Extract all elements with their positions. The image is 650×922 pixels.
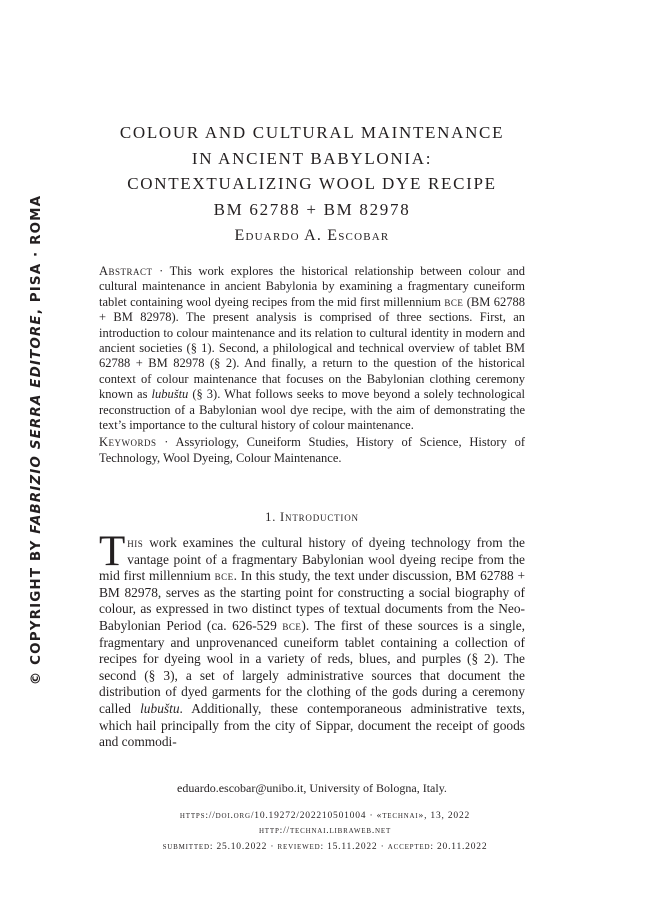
keywords-paragraph (99, 435, 525, 466)
abstract-label: Abstract (99, 264, 153, 278)
publisher-name: FABRIZIO SERRA EDITORE (28, 314, 44, 534)
abstract-term: lubuštu (151, 387, 189, 402)
intro-text-4: . Additionally, these contemporaneous administrative texts, which hail principally from the city of Sippar, document the receipt of goods and commodi- (99, 700, 525, 750)
keywords-separator: · (156, 435, 176, 450)
intro-era-2: bce (282, 617, 302, 633)
keywords-text: Assyriology, Cuneiform Studies, History of Science, History of Technology, Wool Dyeing, Colour Maintenance. (99, 435, 525, 465)
abstract-text-2: (BM 62788 + BM 82978). The present analysis is comprised of three sections. First, an introduction to colour maintenance and its relation to cultural identity in modern and ancient societies (§ 1). Second, a philological and technical overview of tablet BM 62788 + BM 82978 (§ 2). And finally, a return to the question of the historical context of colour maintenance that focuses on the Babylonian clothing ceremony known as (99, 294, 525, 402)
abstract-block (99, 264, 525, 466)
journal-url-line: http://technai.libraweb.net (258, 826, 392, 836)
article-title (99, 120, 525, 222)
intro-term: lubuštu (140, 700, 180, 716)
review-dates-line: submitted: 25.10.2022 · reviewed: 15.11.2022 · accepted: 20.11.2022 (162, 842, 488, 852)
copyright-label: © COPYRIGHT BY (28, 533, 44, 686)
intro-text-1: work examines the cultural history of dyeing technology from the vantage point of a fragmentary Babylonian wool dyeing recipe from the mid first millennium (99, 535, 525, 584)
intro-era-1: bce (214, 568, 234, 584)
abstract-paragraph (99, 264, 525, 433)
drop-cap: T (99, 528, 126, 575)
abstract-text-3: (§ 3). What follows seeks to move beyond a solely technological reconstruction of a Babylonian wool dye recipe, with the aim of demonstrating the text’s importance to the cultural history of colour maintenance. (99, 387, 525, 433)
intro-paragraph (99, 528, 526, 751)
title-line-3: CONTEXTUALIZING WOOL DYE RECIPE (127, 174, 497, 193)
intro-body (99, 528, 526, 751)
doi-line: https://doi.org/10.19272/202210501004 · «technai», 13, 2022 (179, 811, 471, 821)
copyright-sidebar (21, 194, 51, 686)
author-name: Eduardo A. Escobar (234, 227, 390, 244)
publisher-place: , PISA · ROMA (28, 194, 44, 315)
abstract-text-1: This work explores the historical relationship between colour and cultural maintenance in ancient Babylonia by examining a fragmentary cuneiform tablet containing wool dyeing recipes from the mid first millennium (99, 264, 526, 309)
intro-lead: his (127, 535, 144, 550)
copyright-notice (28, 195, 44, 685)
title-line-2: IN ANCIENT BABYLONIA: (191, 148, 433, 168)
author-affiliation-footnote: eduardo.escobar@unibo.it, University of Bologna, Italy. (177, 781, 447, 795)
title-line-4: BM 62788 + BM 82978 (213, 199, 411, 219)
intro-text-3: ). The first of these sources is a single, fragmentary and unprovenanced cuneiform tablet containing a collection of recipes for dyeing wool in a variety of reds, blues, and purples (§ 2). The second (§ 3), a set of largely administrative sources that document the distribution of dyed garments for the clothing of the gods during a ceremony called (99, 617, 525, 716)
intro-text-2: . In this study, the text under discussion, BM 62788 + BM 82978, serves as the starting point for constructing a social biography of colour, as expressed in two distinct types of textual documents from the Neo-Babylonian Period (ca. 626-529 (99, 568, 526, 633)
section-heading: 1. Introduction (265, 510, 359, 524)
abstract-era: bce (444, 294, 464, 309)
abstract-separator: · (152, 264, 170, 278)
title-line-1: COLOUR AND CULTURAL MAINTENANCE (119, 123, 505, 142)
keywords-label: Keywords (99, 435, 157, 450)
